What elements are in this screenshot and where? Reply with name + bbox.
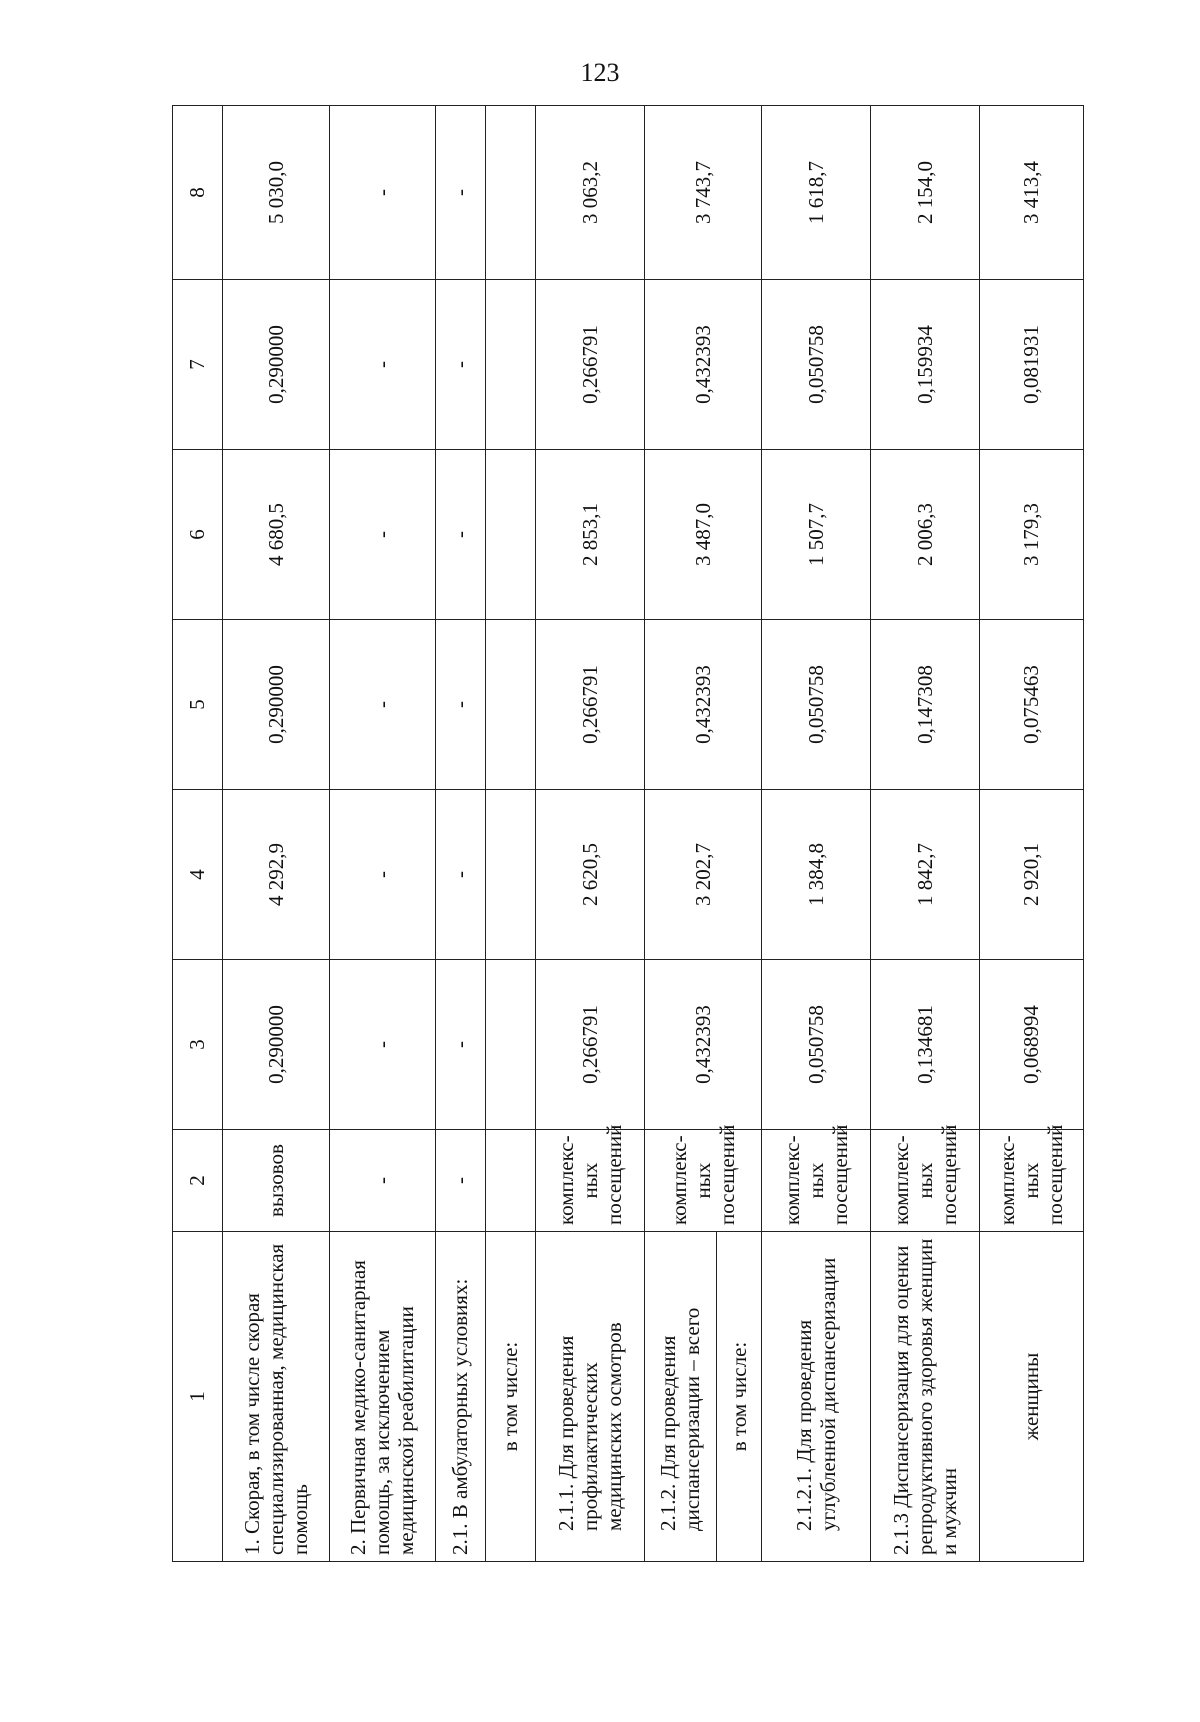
header-cell: 4 [173, 790, 223, 960]
header-cell: 8 [173, 106, 223, 280]
value-cell: 0,050758 [762, 960, 871, 1130]
value-cell: 0,432393 [644, 620, 761, 790]
table-row [870, 106, 979, 1562]
row-label: 2.1.2.1. Для проведения углубленной диспансеризации [762, 1232, 871, 1562]
value-cell: 2 006,3 [870, 450, 979, 620]
value-cell: 1 507,7 [762, 450, 871, 620]
unit-cell: комплекс-ных посещений [536, 1130, 645, 1232]
value-cell: - [329, 450, 436, 620]
data-table [172, 105, 1084, 1562]
value-cell: 4 680,5 [223, 450, 330, 620]
value-cell: - [329, 620, 436, 790]
row-label: 2.1. В амбулаторных условиях: [436, 1232, 486, 1562]
value-cell: 4 292,9 [223, 790, 330, 960]
unit-cell: комплекс-ных посещений [762, 1130, 871, 1232]
value-cell: 2 620,5 [536, 790, 645, 960]
header-cell: 6 [173, 450, 223, 620]
value-cell: 0,147308 [870, 620, 979, 790]
row-label: 2.1.2. Для проведения диспансеризации – всего [644, 1232, 716, 1562]
subheading-cell: в том числе: [486, 1232, 536, 1562]
value-cell: 2 853,1 [536, 450, 645, 620]
value-cell: 0,081931 [979, 280, 1083, 450]
value-cell: 0,290000 [223, 620, 330, 790]
header-cell: 5 [173, 620, 223, 790]
value-cell: 5 030,0 [223, 106, 330, 280]
table-row [762, 106, 871, 1562]
unit-cell: комплекс-ных посещений [870, 1130, 979, 1232]
header-row [173, 106, 223, 1562]
header-cell: 1 [173, 1232, 223, 1562]
empty-cell [486, 620, 536, 790]
value-cell: 0,050758 [762, 280, 871, 450]
unit-cell: комплекс-ных посещений [644, 1130, 761, 1232]
value-cell: 2 154,0 [870, 106, 979, 280]
value-cell: - [329, 280, 436, 450]
row-label: 1. Скорая, в том числе скорая специализированная, медицинская помощь [223, 1232, 330, 1562]
value-cell: 0,075463 [979, 620, 1083, 790]
row-label: 2.1.1. Для проведения профилактических медицинских осмотров [536, 1232, 645, 1562]
row-label: 2.1.3 Диспансеризация для оценки репродуктивного здоровья женщин и мужчин [870, 1232, 979, 1562]
value-cell: 1 618,7 [762, 106, 871, 280]
value-cell: 3 487,0 [644, 450, 761, 620]
value-cell: 0,159934 [870, 280, 979, 450]
empty-cell [486, 960, 536, 1130]
value-cell: - [436, 450, 486, 620]
unit-cell: вызовов [223, 1130, 330, 1232]
value-cell: - [436, 280, 486, 450]
value-cell: 3 743,7 [644, 106, 761, 280]
unit-cell: комплекс-ных посещений [979, 1130, 1083, 1232]
unit-cell: - [329, 1130, 436, 1232]
value-cell: 0,266791 [536, 280, 645, 450]
empty-cell [486, 280, 536, 450]
table-row [644, 106, 716, 1562]
table-row [329, 106, 436, 1562]
value-cell: - [436, 960, 486, 1130]
value-cell: 0,290000 [223, 280, 330, 450]
value-cell: 0,266791 [536, 620, 645, 790]
empty-cell [486, 450, 536, 620]
table-row [436, 106, 486, 1562]
page-number: 123 [580, 58, 620, 87]
header-cell: 3 [173, 960, 223, 1130]
row-label: 2. Первичная медико-санитарная помощь, за исключением медицинской реабилитации [329, 1232, 436, 1562]
value-cell: 3 179,3 [979, 450, 1083, 620]
table-row [223, 106, 330, 1562]
value-cell: - [436, 106, 486, 280]
value-cell: - [329, 790, 436, 960]
empty-cell [486, 790, 536, 960]
table-row [979, 106, 1083, 1562]
value-cell: 3 063,2 [536, 106, 645, 280]
value-cell: 3 413,4 [979, 106, 1083, 280]
header-cell: 2 [173, 1130, 223, 1232]
value-cell: - [329, 960, 436, 1130]
value-cell: 0,290000 [223, 960, 330, 1130]
table-wrapper [172, 106, 1084, 1562]
value-cell: 2 920,1 [979, 790, 1083, 960]
value-cell: 0,432393 [644, 960, 761, 1130]
value-cell: 0,432393 [644, 280, 761, 450]
value-cell: 0,068994 [979, 960, 1083, 1130]
subheading-cell: в том числе: [716, 1232, 762, 1562]
empty-cell [486, 1130, 536, 1232]
value-cell: - [329, 106, 436, 280]
unit-cell: - [436, 1130, 486, 1232]
value-cell: 0,266791 [536, 960, 645, 1130]
value-cell: - [436, 620, 486, 790]
value-cell: 0,134681 [870, 960, 979, 1130]
empty-cell [486, 106, 536, 280]
table-row [486, 106, 536, 1562]
value-cell: 1 842,7 [870, 790, 979, 960]
table-row [536, 106, 645, 1562]
value-cell: 1 384,8 [762, 790, 871, 960]
value-cell: 0,050758 [762, 620, 871, 790]
value-cell: 3 202,7 [644, 790, 761, 960]
row-label: женщины [979, 1232, 1083, 1562]
header-cell: 7 [173, 280, 223, 450]
value-cell: - [436, 790, 486, 960]
